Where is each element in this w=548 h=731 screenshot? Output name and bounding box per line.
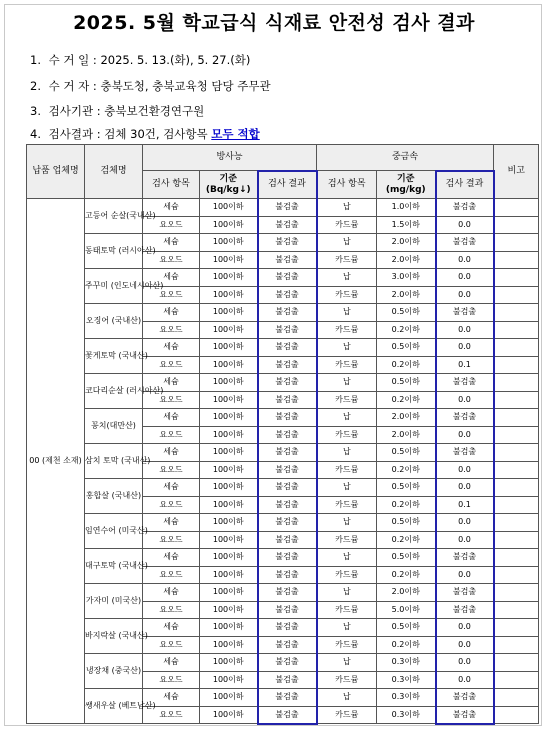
all-pass-highlight: 모두 적합 xyxy=(211,127,260,141)
metal-result-cell: 불검출 xyxy=(436,374,494,392)
metal-result-cell: 불검출 xyxy=(436,549,494,567)
info-label: 검사기관 : xyxy=(48,104,101,118)
note-cell xyxy=(494,584,539,602)
note-cell xyxy=(494,479,539,497)
rad-item-cell: 세슘 xyxy=(143,584,200,602)
note-cell xyxy=(494,619,539,637)
sample-name-cell: 주꾸미 (인도네시아산) xyxy=(85,269,143,304)
table-row xyxy=(27,199,539,217)
metal-standard-cell: 2.0이하 xyxy=(377,234,436,252)
metal-item-cell: 납 xyxy=(317,234,377,252)
note-cell xyxy=(494,444,539,462)
metal-standard-cell: 1.5이하 xyxy=(377,216,436,234)
rad-item-cell: 요오드 xyxy=(143,461,200,479)
rad-standard-cell: 100이하 xyxy=(200,636,258,654)
rad-result-cell: 불검출 xyxy=(258,199,317,217)
note-cell xyxy=(494,339,539,357)
metal-standard-cell: 0.5이하 xyxy=(377,374,436,392)
metal-result-cell: 0.0 xyxy=(436,514,494,532)
rad-standard-cell: 100이하 xyxy=(200,444,258,462)
rad-result-cell: 불검출 xyxy=(258,479,317,497)
table-row xyxy=(27,444,539,462)
note-cell xyxy=(494,461,539,479)
rad-result-cell: 불검출 xyxy=(258,216,317,234)
rad-standard-cell: 100이하 xyxy=(200,619,258,637)
header-supplier: 납품 업체명 xyxy=(27,145,85,199)
note-cell xyxy=(494,636,539,654)
info-number: 3. xyxy=(30,104,41,118)
metal-item-cell: 납 xyxy=(317,444,377,462)
note-cell xyxy=(494,706,539,724)
metal-result-cell: 불검출 xyxy=(436,584,494,602)
rad-result-cell: 불검출 xyxy=(258,514,317,532)
rad-standard-cell: 100이하 xyxy=(200,531,258,549)
note-cell xyxy=(494,321,539,339)
metal-standard-cell: 3.0이하 xyxy=(377,269,436,287)
rad-result-cell: 불검출 xyxy=(258,654,317,672)
metal-result-cell: 불검출 xyxy=(436,601,494,619)
metal-standard-cell: 0.5이하 xyxy=(377,549,436,567)
note-cell xyxy=(494,671,539,689)
sample-name-cell: 냉장채 (중국산) xyxy=(85,654,143,689)
note-cell xyxy=(494,496,539,514)
rad-item-cell: 요오드 xyxy=(143,426,200,444)
metal-result-cell: 0.0 xyxy=(436,461,494,479)
info-value: 충북보건환경연구원 xyxy=(104,104,205,118)
metal-standard-cell: 0.2이하 xyxy=(377,566,436,584)
rad-item-cell: 요오드 xyxy=(143,531,200,549)
results-body xyxy=(27,199,539,724)
metal-item-cell: 카드뮴 xyxy=(317,391,377,409)
rad-standard-cell: 100이하 xyxy=(200,269,258,287)
info-label: 검사결과 : xyxy=(48,127,101,141)
table-row xyxy=(27,689,539,707)
rad-item-cell: 요오드 xyxy=(143,566,200,584)
table-row xyxy=(27,549,539,567)
rad-result-cell: 불검출 xyxy=(258,496,317,514)
metal-standard-cell: 0.2이하 xyxy=(377,391,436,409)
metal-standard-cell: 5.0이하 xyxy=(377,601,436,619)
rad-result-cell: 불검출 xyxy=(258,339,317,357)
rad-item-cell: 요오드 xyxy=(143,251,200,269)
metal-item-cell: 카드뮴 xyxy=(317,531,377,549)
metal-standard-cell: 0.3이하 xyxy=(377,654,436,672)
rad-item-cell: 세슘 xyxy=(143,409,200,427)
metal-result-cell: 불검출 xyxy=(436,706,494,724)
metal-item-cell: 납 xyxy=(317,654,377,672)
metal-standard-cell: 0.5이하 xyxy=(377,339,436,357)
sample-name-cell: 홍합살 (국내산) xyxy=(85,479,143,514)
rad-item-cell: 세슘 xyxy=(143,444,200,462)
note-cell xyxy=(494,531,539,549)
metal-item-cell: 카드뮴 xyxy=(317,251,377,269)
info-line-result xyxy=(30,126,260,142)
sample-name-cell: 가자미 (미국산) xyxy=(85,584,143,619)
metal-result-cell: 불검출 xyxy=(436,304,494,322)
rad-standard-cell: 100이하 xyxy=(200,496,258,514)
info-number: 1. xyxy=(30,53,41,67)
header-radiation: 방사능 xyxy=(143,145,317,171)
header-rad-result: 검사 결과 xyxy=(258,171,317,199)
rad-item-cell: 세슘 xyxy=(143,339,200,357)
sample-name-cell: 코다리순살 (러시아산) xyxy=(85,374,143,409)
note-cell xyxy=(494,426,539,444)
note-cell xyxy=(494,409,539,427)
metal-item-cell: 납 xyxy=(317,479,377,497)
metal-result-cell: 0.1 xyxy=(436,356,494,374)
metal-item-cell: 카드뮴 xyxy=(317,286,377,304)
metal-result-cell: 불검출 xyxy=(436,444,494,462)
rad-result-cell: 불검출 xyxy=(258,601,317,619)
metal-result-cell: 0.0 xyxy=(436,269,494,287)
metal-standard-cell: 2.0이하 xyxy=(377,286,436,304)
note-cell xyxy=(494,374,539,392)
metal-standard-cell: 0.2이하 xyxy=(377,531,436,549)
rad-item-cell: 세슘 xyxy=(143,479,200,497)
table-row xyxy=(27,514,539,532)
metal-result-cell: 0.0 xyxy=(436,531,494,549)
rad-result-cell: 불검출 xyxy=(258,391,317,409)
info-line-collector xyxy=(30,78,271,94)
rad-standard-cell: 100이하 xyxy=(200,216,258,234)
metal-result-cell: 0.0 xyxy=(436,426,494,444)
rad-standard-cell: 100이하 xyxy=(200,654,258,672)
rad-standard-cell: 100이하 xyxy=(200,199,258,217)
metal-standard-cell: 0.5이하 xyxy=(377,444,436,462)
rad-standard-cell: 100이하 xyxy=(200,426,258,444)
metal-item-cell: 납 xyxy=(317,689,377,707)
metal-result-cell: 0.0 xyxy=(436,339,494,357)
results-table xyxy=(26,144,539,725)
rad-standard-cell: 100이하 xyxy=(200,479,258,497)
rad-result-cell: 불검출 xyxy=(258,584,317,602)
info-line-collection-date xyxy=(30,52,250,68)
rad-result-cell: 불검출 xyxy=(258,426,317,444)
metal-standard-cell: 2.0이하 xyxy=(377,426,436,444)
rad-item-cell: 요오드 xyxy=(143,601,200,619)
metal-item-cell: 납 xyxy=(317,619,377,637)
rad-item-cell: 요오드 xyxy=(143,216,200,234)
metal-result-cell: 0.0 xyxy=(436,654,494,672)
metal-item-cell: 카드뮴 xyxy=(317,356,377,374)
metal-item-cell: 카드뮴 xyxy=(317,636,377,654)
rad-item-cell: 세슘 xyxy=(143,689,200,707)
metal-item-cell: 납 xyxy=(317,549,377,567)
rad-standard-cell: 100이하 xyxy=(200,566,258,584)
table-row xyxy=(27,304,539,322)
rad-item-cell: 세슘 xyxy=(143,374,200,392)
rad-result-cell: 불검출 xyxy=(258,636,317,654)
rad-standard-cell: 100이하 xyxy=(200,706,258,724)
metal-result-cell: 0.0 xyxy=(436,251,494,269)
rad-standard-cell: 100이하 xyxy=(200,391,258,409)
note-cell xyxy=(494,391,539,409)
rad-result-cell: 불검출 xyxy=(258,321,317,339)
note-cell xyxy=(494,304,539,322)
sample-name-cell: 대구토막 (국내산) xyxy=(85,549,143,584)
metal-result-cell: 0.0 xyxy=(436,566,494,584)
table-row xyxy=(27,269,539,287)
metal-result-cell: 불검출 xyxy=(436,234,494,252)
header-note: 비고 xyxy=(494,145,539,199)
rad-item-cell: 요오드 xyxy=(143,356,200,374)
metal-item-cell: 납 xyxy=(317,269,377,287)
metal-standard-cell: 0.2이하 xyxy=(377,321,436,339)
metal-item-cell: 납 xyxy=(317,199,377,217)
header-sample: 검체명 xyxy=(85,145,143,199)
metal-item-cell: 납 xyxy=(317,409,377,427)
rad-result-cell: 불검출 xyxy=(258,671,317,689)
metal-standard-cell: 0.2이하 xyxy=(377,636,436,654)
rad-result-cell: 불검출 xyxy=(258,706,317,724)
rad-result-cell: 불검출 xyxy=(258,269,317,287)
metal-standard-cell: 0.5이하 xyxy=(377,619,436,637)
metal-result-cell: 0.1 xyxy=(436,496,494,514)
rad-item-cell: 요오드 xyxy=(143,671,200,689)
table-row xyxy=(27,409,539,427)
rad-result-cell: 불검출 xyxy=(258,356,317,374)
rad-standard-cell: 100이하 xyxy=(200,601,258,619)
table-row xyxy=(27,234,539,252)
sample-name-cell: 삼치 토막 (국내산) xyxy=(85,444,143,479)
sample-name-cell: 동태토막 (러시아산) xyxy=(85,234,143,269)
metal-result-cell: 0.0 xyxy=(436,321,494,339)
metal-result-cell: 0.0 xyxy=(436,671,494,689)
table-row xyxy=(27,619,539,637)
rad-item-cell: 세슘 xyxy=(143,269,200,287)
metal-item-cell: 카드뮴 xyxy=(317,426,377,444)
rad-standard-cell: 100이하 xyxy=(200,286,258,304)
metal-standard-cell: 0.2이하 xyxy=(377,461,436,479)
page-title: 2025. 5월 학교급식 식재료 안전성 검사 결과 xyxy=(73,12,475,34)
rad-standard-cell: 100이하 xyxy=(200,374,258,392)
metal-item-cell: 카드뮴 xyxy=(317,461,377,479)
rad-item-cell: 요오드 xyxy=(143,391,200,409)
rad-item-cell: 요오드 xyxy=(143,321,200,339)
rad-result-cell: 불검출 xyxy=(258,461,317,479)
header-metal-item: 검사 항목 xyxy=(317,171,377,199)
note-cell xyxy=(494,654,539,672)
metal-item-cell: 카드뮴 xyxy=(317,706,377,724)
metal-standard-cell: 0.5이하 xyxy=(377,479,436,497)
metal-standard-cell: 0.3이하 xyxy=(377,689,436,707)
sample-name-cell: 꽃게토막 (국내산) xyxy=(85,339,143,374)
metal-item-cell: 카드뮴 xyxy=(317,601,377,619)
rad-item-cell: 세슘 xyxy=(143,654,200,672)
header-rad-item: 검사 항목 xyxy=(143,171,200,199)
metal-result-cell: 0.0 xyxy=(436,479,494,497)
metal-item-cell: 카드뮴 xyxy=(317,496,377,514)
metal-standard-cell: 0.2이하 xyxy=(377,356,436,374)
metal-item-cell: 납 xyxy=(317,584,377,602)
sample-name-cell: 고등어 순살(국내산) xyxy=(85,199,143,234)
info-value: 충북도청, 충북교육청 담당 주무관 xyxy=(100,79,271,93)
metal-result-cell: 0.0 xyxy=(436,619,494,637)
supplier-cell: 00 (제천 소재) xyxy=(27,199,85,724)
note-cell xyxy=(494,251,539,269)
rad-item-cell: 세슘 xyxy=(143,514,200,532)
rad-standard-cell: 100이하 xyxy=(200,584,258,602)
rad-standard-cell: 100이하 xyxy=(200,339,258,357)
metal-result-cell: 불검출 xyxy=(436,689,494,707)
sample-name-cell: 임연수어 (미국산) xyxy=(85,514,143,549)
rad-standard-cell: 100이하 xyxy=(200,671,258,689)
rad-standard-cell: 100이하 xyxy=(200,689,258,707)
table-row xyxy=(27,654,539,672)
rad-item-cell: 세슘 xyxy=(143,619,200,637)
rad-standard-cell: 100이하 xyxy=(200,356,258,374)
rad-result-cell: 불검출 xyxy=(258,286,317,304)
metal-item-cell: 납 xyxy=(317,374,377,392)
rad-standard-cell: 100이하 xyxy=(200,549,258,567)
note-cell xyxy=(494,216,539,234)
note-cell xyxy=(494,199,539,217)
metal-standard-cell: 0.5이하 xyxy=(377,304,436,322)
info-label: 수 거 일 : xyxy=(48,53,97,67)
info-line-agency xyxy=(30,103,204,119)
metal-item-cell: 카드뮴 xyxy=(317,566,377,584)
metal-result-cell: 불검출 xyxy=(436,409,494,427)
sample-name-cell: 바지락살 (국내산) xyxy=(85,619,143,654)
rad-result-cell: 불검출 xyxy=(258,374,317,392)
header-rad-standard: 기준 (Bq/kg↓) xyxy=(200,171,258,199)
info-label: 수 거 자 : xyxy=(48,79,97,93)
table-row xyxy=(27,584,539,602)
metal-standard-cell: 0.3이하 xyxy=(377,671,436,689)
info-value: 2025. 5. 13.(화), 5. 27.(화) xyxy=(100,53,251,67)
sample-name-cell: 꽁치(대만산) xyxy=(85,409,143,444)
sample-name-cell: 오징어 (국내산) xyxy=(85,304,143,339)
metal-standard-cell: 0.5이하 xyxy=(377,514,436,532)
rad-item-cell: 세슘 xyxy=(143,549,200,567)
rad-standard-cell: 100이하 xyxy=(200,234,258,252)
rad-result-cell: 불검출 xyxy=(258,619,317,637)
info-value: 검체 30건, 검사항목 xyxy=(104,127,208,141)
info-number: 4. xyxy=(30,127,41,141)
header-heavy-metal: 중금속 xyxy=(317,145,494,171)
rad-item-cell: 요오드 xyxy=(143,706,200,724)
table-row xyxy=(27,339,539,357)
metal-item-cell: 납 xyxy=(317,304,377,322)
rad-item-cell: 요오드 xyxy=(143,286,200,304)
rad-result-cell: 불검출 xyxy=(258,549,317,567)
rad-result-cell: 불검출 xyxy=(258,531,317,549)
rad-standard-cell: 100이하 xyxy=(200,304,258,322)
note-cell xyxy=(494,269,539,287)
metal-result-cell: 0.0 xyxy=(436,286,494,304)
metal-result-cell: 0.0 xyxy=(436,391,494,409)
note-cell xyxy=(494,689,539,707)
note-cell xyxy=(494,601,539,619)
sample-name-cell: 쌩새우살 (베트남산) xyxy=(85,689,143,724)
metal-standard-cell: 0.3이하 xyxy=(377,706,436,724)
metal-item-cell: 납 xyxy=(317,514,377,532)
rad-standard-cell: 100이하 xyxy=(200,321,258,339)
rad-result-cell: 불검출 xyxy=(258,566,317,584)
header-metal-result: 검사 결과 xyxy=(436,171,494,199)
metal-item-cell: 카드뮴 xyxy=(317,321,377,339)
note-cell xyxy=(494,549,539,567)
rad-item-cell: 세슘 xyxy=(143,304,200,322)
rad-result-cell: 불검출 xyxy=(258,234,317,252)
info-number: 2. xyxy=(30,79,41,93)
note-cell xyxy=(494,356,539,374)
rad-standard-cell: 100이하 xyxy=(200,461,258,479)
rad-result-cell: 불검출 xyxy=(258,409,317,427)
metal-item-cell: 카드뮴 xyxy=(317,216,377,234)
note-cell xyxy=(494,234,539,252)
table-row xyxy=(27,479,539,497)
rad-item-cell: 요오드 xyxy=(143,496,200,514)
rad-standard-cell: 100이하 xyxy=(200,251,258,269)
rad-item-cell: 세슘 xyxy=(143,234,200,252)
rad-result-cell: 불검출 xyxy=(258,251,317,269)
note-cell xyxy=(494,514,539,532)
metal-standard-cell: 0.2이하 xyxy=(377,496,436,514)
header-metal-standard: 기준 (mg/kg) xyxy=(377,171,436,199)
rad-standard-cell: 100이하 xyxy=(200,409,258,427)
metal-standard-cell: 2.0이하 xyxy=(377,584,436,602)
rad-result-cell: 불검출 xyxy=(258,444,317,462)
metal-standard-cell: 2.0이하 xyxy=(377,251,436,269)
metal-result-cell: 불검출 xyxy=(436,199,494,217)
rad-result-cell: 불검출 xyxy=(258,304,317,322)
metal-item-cell: 카드뮴 xyxy=(317,671,377,689)
metal-result-cell: 0.0 xyxy=(436,636,494,654)
rad-item-cell: 세슘 xyxy=(143,199,200,217)
metal-item-cell: 납 xyxy=(317,339,377,357)
note-cell xyxy=(494,566,539,584)
table-row xyxy=(27,374,539,392)
rad-result-cell: 불검출 xyxy=(258,689,317,707)
metal-standard-cell: 1.0이하 xyxy=(377,199,436,217)
metal-result-cell: 0.0 xyxy=(436,216,494,234)
note-cell xyxy=(494,286,539,304)
rad-item-cell: 요오드 xyxy=(143,636,200,654)
rad-standard-cell: 100이하 xyxy=(200,514,258,532)
metal-standard-cell: 2.0이하 xyxy=(377,409,436,427)
